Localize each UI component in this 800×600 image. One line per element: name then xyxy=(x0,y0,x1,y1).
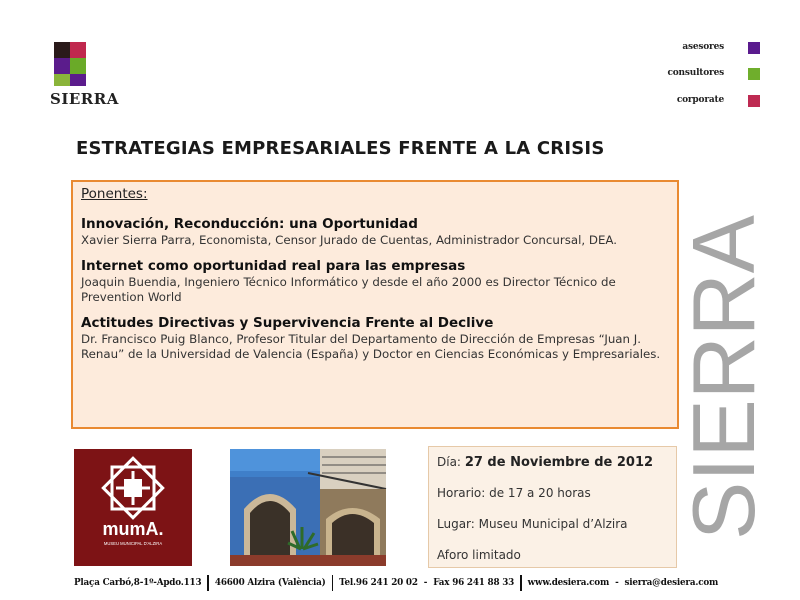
courtyard-photo xyxy=(230,449,386,566)
logo-square-6 xyxy=(70,74,86,86)
footer-website[interactable]: www.desiera.com xyxy=(527,578,610,588)
tag-color-square xyxy=(748,95,760,107)
logo-square-2 xyxy=(70,42,86,58)
speakers-heading: Ponentes: xyxy=(81,186,148,202)
museum-name: mumA. xyxy=(102,519,164,539)
page-title: ESTRATEGIAS EMPRESARIALES FRENTE A LA CRISIS xyxy=(76,138,605,159)
footer-divider xyxy=(332,575,334,591)
logo-square-5 xyxy=(54,74,70,86)
footer-city: 46600 Alzira (València) xyxy=(214,578,326,588)
museum-subtitle: MUSEU MUNICIPAL D'ALZIRA xyxy=(103,541,163,546)
sierra-vertical-wordmark xyxy=(674,210,774,550)
footer-phone: Tel.96 241 20 02 xyxy=(339,578,418,588)
footer-divider xyxy=(207,575,209,591)
event-date xyxy=(437,452,668,483)
event-place: Lugar: Museu Municipal d’Alzira xyxy=(437,517,628,531)
footer-fax: Fax 96 241 88 33 xyxy=(433,578,515,588)
footer-dash: - xyxy=(615,578,619,588)
tag-label: consultores xyxy=(667,68,724,78)
footer-contact xyxy=(74,574,764,592)
museum-logo xyxy=(74,449,192,566)
tag-color-square xyxy=(748,68,760,80)
event-date-label: Día: xyxy=(437,455,461,469)
tag-consultores xyxy=(560,68,760,82)
footer-divider xyxy=(520,575,522,591)
talk-title-1: Innovación, Reconducción: una Oportunidad xyxy=(81,216,418,232)
event-schedule: Horario: de 17 a 20 horas xyxy=(437,486,591,500)
sierra-vertical-text: SIERRA xyxy=(674,212,773,540)
brand-name: SIERRA xyxy=(50,90,119,108)
tag-asesores xyxy=(560,42,760,56)
talk-speaker-2: Joaquin Buendia, Ingeniero Técnico Informático y desde el año 2000 es Director Técnico de Prevention World xyxy=(81,275,616,304)
footer-address: Plaça Carbó,8-1º-Apdo.113 xyxy=(74,578,202,588)
event-date-value: 27 de Noviembre de 2012 xyxy=(464,455,654,470)
talk-title-3: Actitudes Directivas y Supervivencia Frente al Declive xyxy=(81,315,494,331)
tag-label: asesores xyxy=(682,42,724,52)
talk-title-2: Internet como oportunidad real para las empresas xyxy=(81,258,466,274)
tag-label: corporate xyxy=(676,95,724,105)
talk-speaker-1: Xavier Sierra Parra, Economista, Censor Jurado de Cuentas, Administrador Concursal, DEA. xyxy=(81,233,618,247)
tag-corporate xyxy=(560,95,760,109)
tag-color-square xyxy=(748,42,760,54)
museum-emblem-icon xyxy=(103,458,162,517)
speakers-box xyxy=(71,180,679,429)
footer-email[interactable]: sierra@desiera.com xyxy=(624,578,719,588)
footer-dash: - xyxy=(423,578,428,588)
logo-square-4 xyxy=(70,58,86,74)
logo-square-3 xyxy=(54,58,70,74)
event-capacity: Aforo limitado xyxy=(437,548,521,562)
logo-square-1 xyxy=(54,42,70,58)
talk-speaker-3: Dr. Francisco Puig Blanco, Profesor Titular del Departamento de Dirección de Empresas “Juan J. Renau” de la Universidad de Valencia (España) y Doctor en Ciencias Económicas y Empresariales. xyxy=(81,332,661,361)
event-info-box xyxy=(428,446,677,568)
